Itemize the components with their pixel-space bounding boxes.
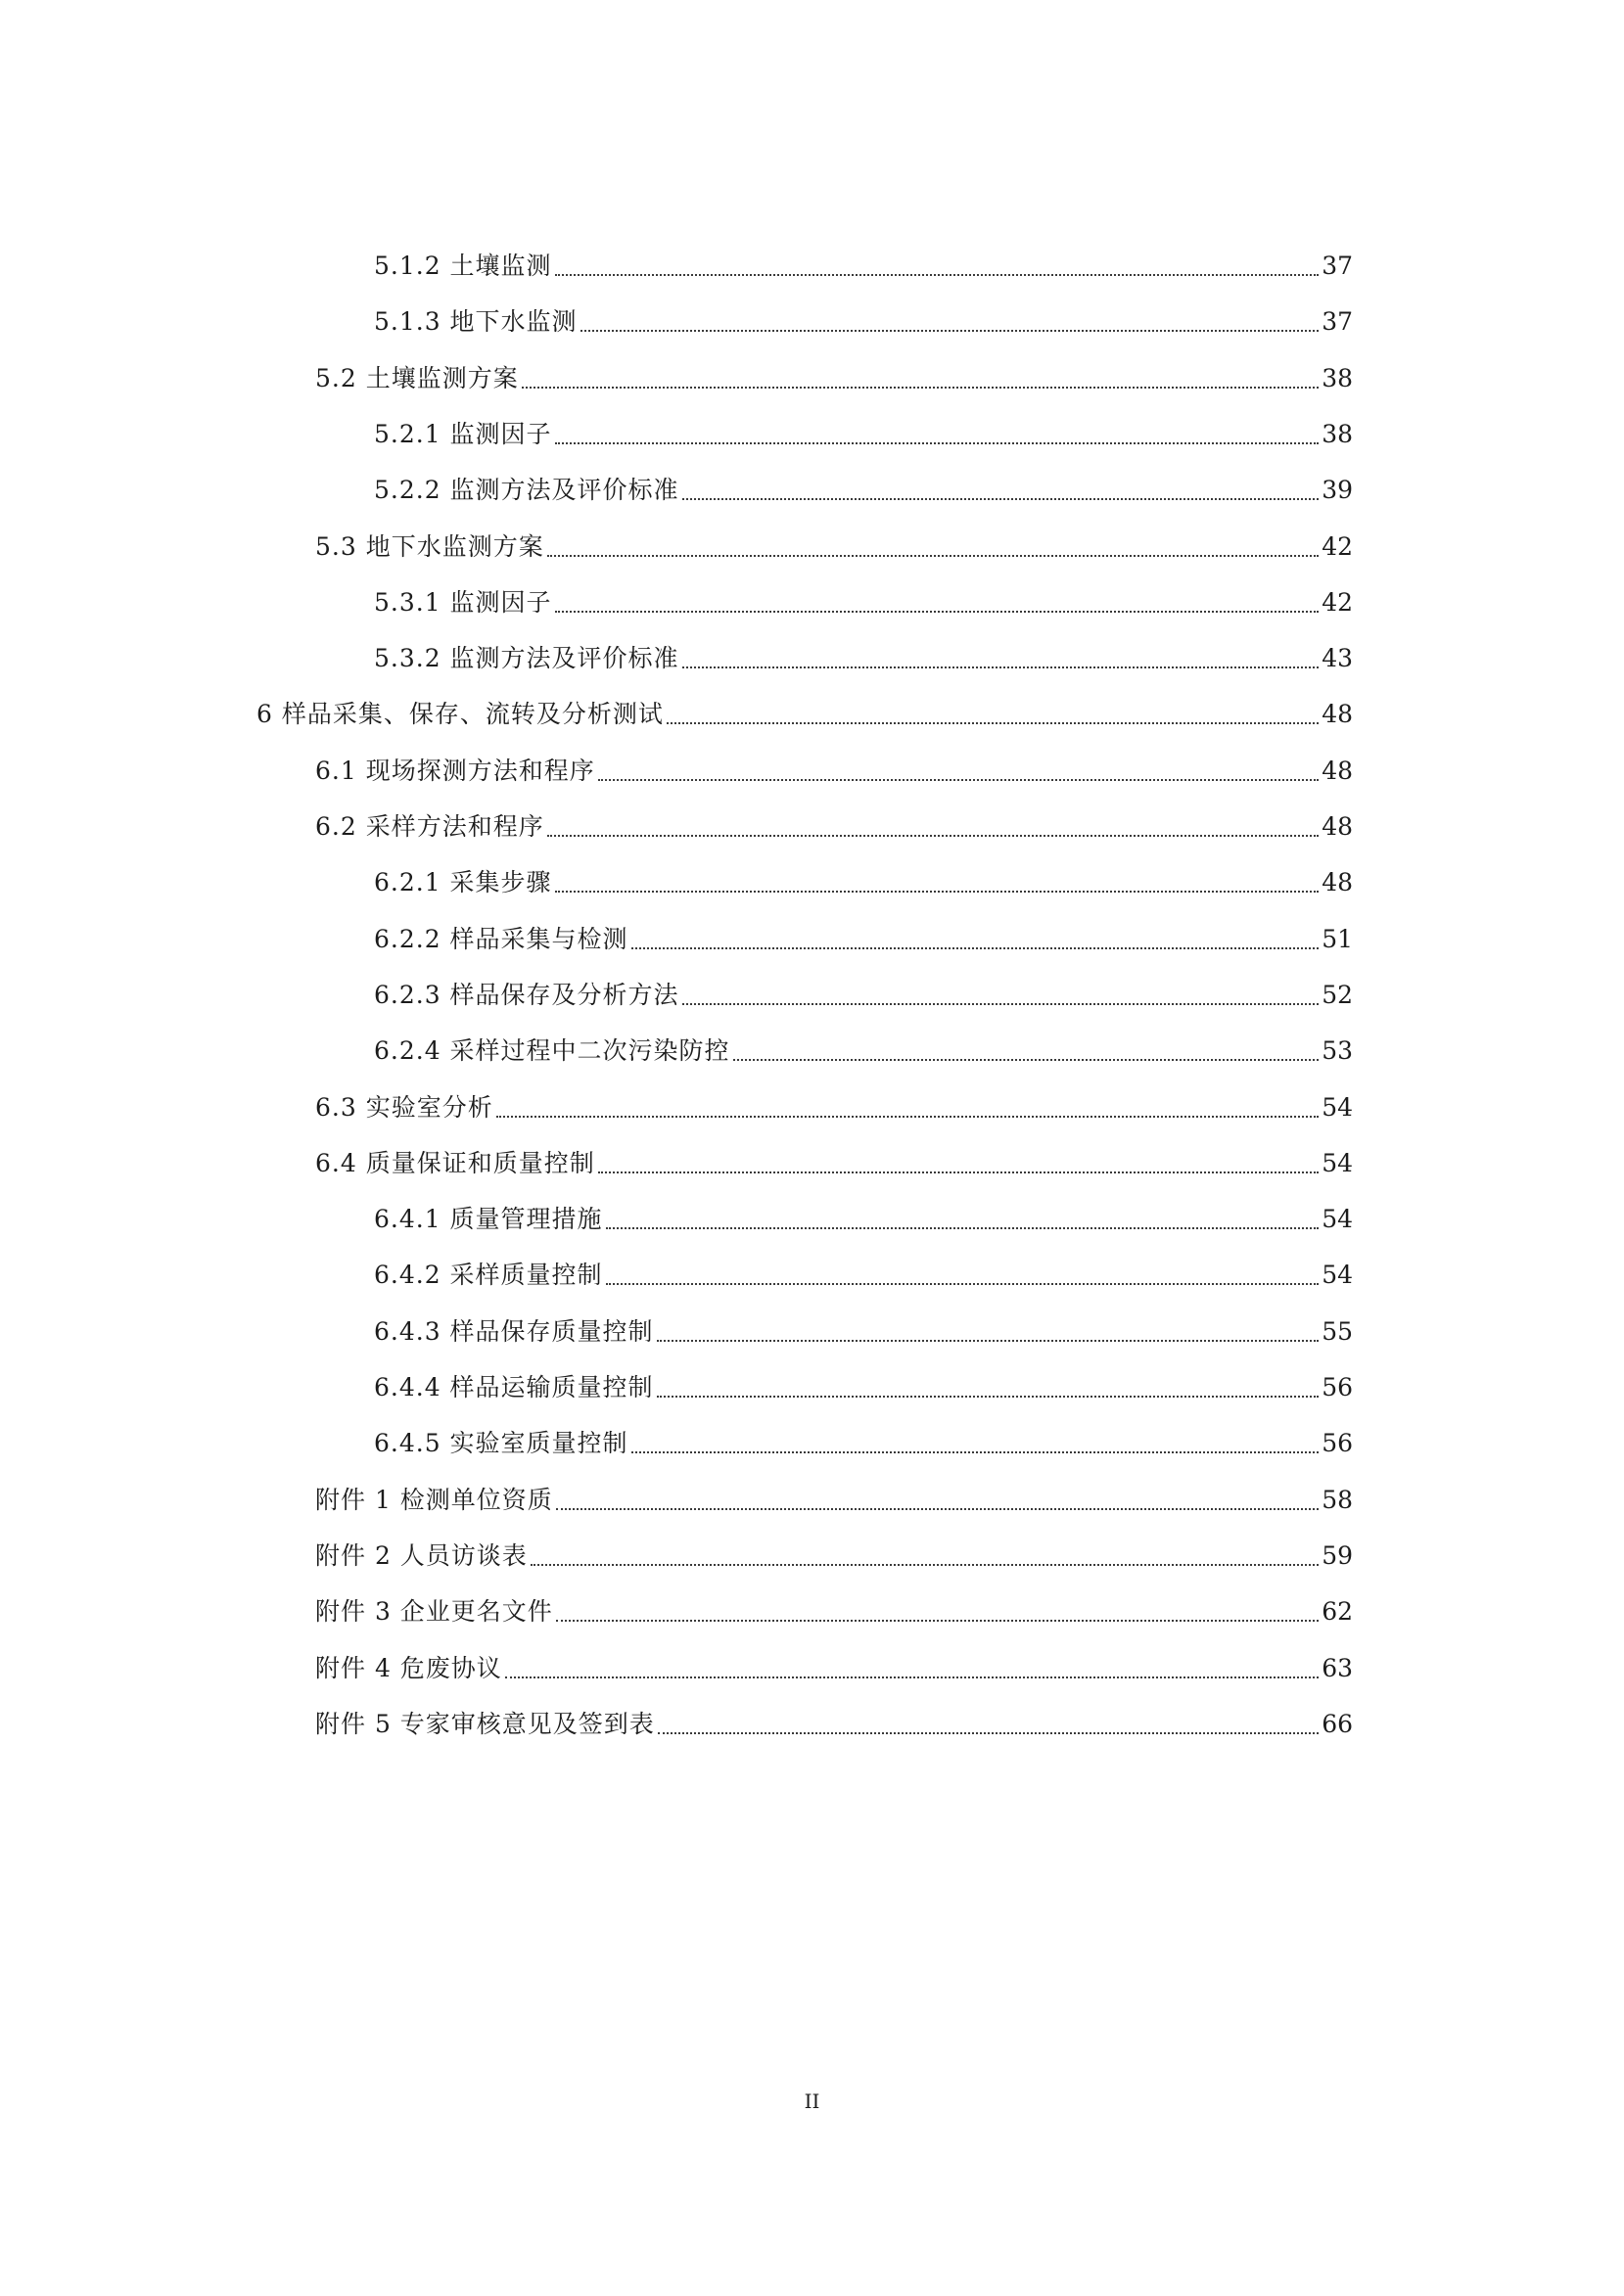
toc-entry-title: 6.4.3 样品保存质量控制 [374,1316,654,1346]
toc-entry-title: 6.2.4 采样过程中二次污染防控 [374,1036,730,1066]
toc-dot-leader [606,1227,1320,1229]
toc-entry-title: 6 样品采集、保存、流转及分析测试 [256,700,664,729]
toc-entry-title: 6.3 实验室分析 [315,1092,493,1122]
toc-dot-leader [496,1116,1319,1118]
toc-entry[interactable] [315,1084,1353,1124]
toc-entry-title: 6.1 现场探测方法和程序 [315,756,595,785]
toc-entry-page: 42 [1322,531,1353,561]
toc-entry-title: 6.4.1 质量管理措施 [374,1205,603,1234]
toc-entry-page: 62 [1322,1597,1353,1627]
toc-entry-title: 附件 2 人员访谈表 [315,1540,528,1570]
toc-entry-title: 附件 4 危废协议 [315,1653,502,1682]
toc-entry-title: 附件 5 专家审核意见及签到表 [315,1709,655,1738]
toc-entry-page: 37 [1322,307,1353,337]
toc-dot-leader [658,1732,1319,1734]
page-number: II [804,2089,820,2113]
toc-dot-leader [657,1396,1320,1398]
toc-dot-leader [682,666,1320,668]
toc-dot-leader [631,1451,1320,1453]
toc-dot-leader [555,891,1320,893]
toc-dot-leader [606,1283,1320,1285]
toc-entry-page: 54 [1322,1148,1353,1177]
toc-entry-title: 附件 1 检测单位资质 [315,1485,553,1514]
toc-entry-page: 48 [1322,756,1353,785]
toc-dot-leader [682,498,1320,500]
toc-entry[interactable] [374,635,1353,674]
toc-entry-title: 5.2 土壤监测方案 [315,363,519,392]
toc-entry-page: 42 [1322,587,1353,617]
toc-entry-page: 58 [1322,1485,1353,1514]
toc-dot-leader [555,442,1320,444]
toc-dot-leader [555,274,1320,276]
toc-dot-leader [531,1564,1319,1566]
toc-entry-page: 52 [1322,980,1353,1009]
toc-entry-appendix[interactable] [315,1645,1353,1684]
toc-entry-page: 59 [1322,1540,1353,1570]
toc-entry-page: 54 [1322,1261,1353,1290]
toc-entry-title: 6.2.1 采集步骤 [374,868,552,897]
toc-entry-page: 48 [1322,700,1353,729]
toc-entry-page: 39 [1322,476,1353,505]
toc-entry-appendix[interactable] [315,1533,1353,1572]
toc-entry[interactable] [374,411,1353,450]
toc-entry-page: 43 [1322,644,1353,673]
toc-entry-title: 6.4 质量保证和质量控制 [315,1148,595,1177]
toc-entry-appendix[interactable] [315,1588,1353,1628]
toc-dot-leader [547,835,1319,837]
toc-entry-title: 5.3.2 监测方法及评价标准 [374,644,679,673]
toc-dot-leader [657,1340,1320,1342]
toc-entry[interactable] [374,916,1353,955]
toc-entry-page: 54 [1322,1205,1353,1234]
toc-dot-leader [556,1620,1319,1622]
toc-dot-leader [733,1059,1320,1061]
toc-dot-leader [667,722,1319,724]
toc-dot-leader [547,555,1319,557]
toc-entry[interactable] [374,579,1353,619]
toc-dot-leader [682,1003,1320,1005]
toc-entry-title: 6.2.3 样品保存及分析方法 [374,980,679,1009]
toc-dot-leader [598,1171,1319,1173]
toc-entry-appendix[interactable] [315,1477,1353,1516]
toc-dot-leader [631,947,1320,949]
toc-entry-title: 6.4.4 样品运输质量控制 [374,1373,654,1401]
toc-dot-leader [522,387,1319,389]
toc-entry[interactable] [374,859,1353,898]
toc-entry-page: 53 [1322,1036,1353,1066]
toc-entry-page: 38 [1322,419,1353,448]
toc-entry[interactable] [374,1364,1353,1403]
toc-entry[interactable] [374,467,1353,506]
toc-entry-title: 6.2.2 样品采集与检测 [374,924,628,953]
toc-dot-leader [598,779,1319,781]
toc-entry-page: 56 [1322,1373,1353,1401]
toc-entry-page: 48 [1322,812,1353,841]
toc-entry[interactable] [374,1309,1353,1348]
toc-entry[interactable] [374,1420,1353,1459]
toc-entry-page: 51 [1322,924,1353,953]
toc-entry-page: 66 [1322,1709,1353,1738]
toc-dot-leader [556,1508,1319,1510]
toc-entry[interactable] [374,298,1353,338]
toc-entry[interactable] [374,972,1353,1011]
toc-entry-title: 6.4.5 实验室质量控制 [374,1429,628,1458]
toc-entry-title: 5.3.1 监测因子 [374,587,552,617]
toc-dot-leader [580,330,1320,332]
toc-entry-title: 5.1.3 地下水监测 [374,307,578,337]
toc-entry[interactable] [315,524,1353,563]
toc-entry[interactable] [315,1140,1353,1179]
toc-entry-page: 38 [1322,363,1353,392]
toc-entry-title: 5.2.2 监测方法及评价标准 [374,476,679,505]
toc-entry-title: 5.2.1 监测因子 [374,419,552,448]
toc-entry[interactable] [374,1028,1353,1067]
toc-entry[interactable] [374,243,1353,282]
toc-entry-title: 附件 3 企业更名文件 [315,1597,553,1627]
toc-entry-page: 55 [1322,1316,1353,1346]
toc-dot-leader [505,1676,1319,1678]
toc-entry[interactable] [315,804,1353,843]
toc-entry-page: 63 [1322,1653,1353,1682]
toc-entry-appendix[interactable] [315,1701,1353,1740]
toc-entry[interactable] [374,1196,1353,1235]
toc-entry[interactable] [315,355,1353,394]
toc-entry-title: 6.4.2 采样质量控制 [374,1261,603,1290]
toc-entry[interactable] [374,1252,1353,1291]
toc-entry-page: 54 [1322,1092,1353,1122]
toc-entry[interactable] [256,691,1353,730]
toc-entry-page: 56 [1322,1429,1353,1458]
toc-entry-page: 37 [1322,252,1353,280]
toc-entry-title: 6.2 采样方法和程序 [315,812,544,841]
toc-entry-title: 5.1.2 土壤监测 [374,252,552,280]
toc-dot-leader [555,611,1320,613]
toc-entry-title: 5.3 地下水监测方案 [315,531,544,561]
toc-entry-page: 48 [1322,868,1353,897]
toc-entry[interactable] [315,748,1353,787]
